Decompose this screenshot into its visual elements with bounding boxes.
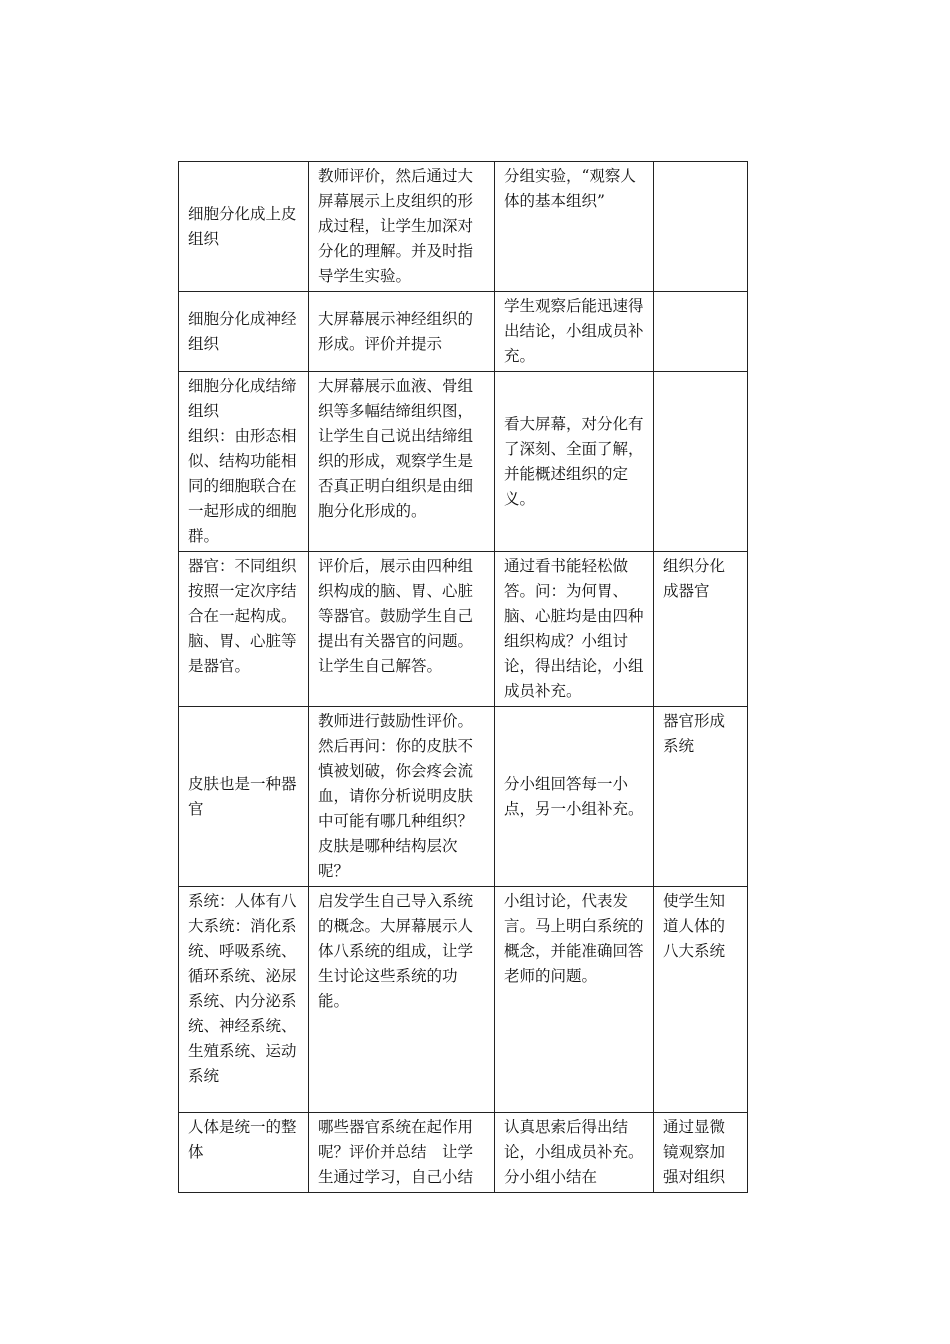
cell-content: 细胞分化成上皮组织 (179, 162, 309, 292)
cell-teacher-activity: 大屏幕展示血液、骨组织等多幅结缔组织图，让学生自己说出结缔组织的形成，观察学生是否真正明白组织是由细胞分化形成的。 (309, 372, 495, 552)
cell-intent: 使学生知道人体的八大系统 (654, 887, 748, 1113)
cell-intent (654, 292, 748, 372)
cell-teacher-activity: 大屏幕展示神经组织的形成。评价并提示 (309, 292, 495, 372)
cell-content: 皮肤也是一种器官 (179, 707, 309, 887)
table-row (179, 707, 748, 887)
cell-student-activity: 通过看书能轻松做答。问：为何胃、脑、心脏均是由四种组织构成？小组讨论，得出结论，小组成员补充。 (495, 552, 654, 707)
table-row (179, 887, 748, 1113)
table-row (179, 372, 748, 552)
cell-teacher-activity: 哪些器官系统在起作用呢？评价并总结 让学生通过学习，自己小结 (309, 1113, 495, 1193)
table-row (179, 162, 748, 292)
table-row (179, 292, 748, 372)
table-row (179, 552, 748, 707)
cell-intent (654, 162, 748, 292)
cell-student-activity: 分小组回答每一小点，另一小组补充。 (495, 707, 654, 887)
cell-intent: 组织分化成器官 (654, 552, 748, 707)
cell-student-activity: 小组讨论，代表发言。马上明白系统的概念，并能准确回答老师的问题。 (495, 887, 654, 1113)
cell-content: 器官：不同组织按照一定次序结合在一起构成。脑、胃、心脏等是器官。 (179, 552, 309, 707)
cell-intent (654, 372, 748, 552)
cell-intent: 器官形成系统 (654, 707, 748, 887)
cell-student-activity: 认真思索后得出结论，小组成员补充。分小组小结在 (495, 1113, 654, 1193)
cell-teacher-activity: 启发学生自己导入系统的概念。大屏幕展示人体八系统的组成，让学生讨论这些系统的功能。 (309, 887, 495, 1113)
cell-intent: 通过显微镜观察加强对组织 (654, 1113, 748, 1193)
cell-content: 系统：人体有八大系统：消化系统、呼吸系统、循环系统、泌尿系统、内分泌系统、神经系统、生殖系统、运动系统 (179, 887, 309, 1113)
table-row (179, 1113, 748, 1193)
cell-content: 人体是统一的整体 (179, 1113, 309, 1193)
cell-student-activity: 学生观察后能迅速得出结论，小组成员补充。 (495, 292, 654, 372)
cell-student-activity: 看大屏幕，对分化有了深刻、全面了解，并能概述组织的定义。 (495, 372, 654, 552)
cell-student-activity: 分组实验，“观察人体的基本组织” (495, 162, 654, 292)
lesson-table (178, 161, 748, 1193)
cell-content: 细胞分化成神经组织 (179, 292, 309, 372)
cell-teacher-activity: 教师评价，然后通过大屏幕展示上皮组织的形成过程，让学生加深对分化的理解。并及时指导学生实验。 (309, 162, 495, 292)
cell-teacher-activity: 评价后，展示由四种组织构成的脑、胃、心脏等器官。鼓励学生自己提出有关器官的问题。让学生自己解答。 (309, 552, 495, 707)
cell-teacher-activity: 教师进行鼓励性评价。然后再问：你的皮肤不慎被划破，你会疼会流血，请你分析说明皮肤中可能有哪几种组织？皮肤是哪种结构层次呢？ (309, 707, 495, 887)
cell-content: 细胞分化成结缔组织 组织：由形态相似、结构功能相同的细胞联合在一起形成的细胞群。 (179, 372, 309, 552)
